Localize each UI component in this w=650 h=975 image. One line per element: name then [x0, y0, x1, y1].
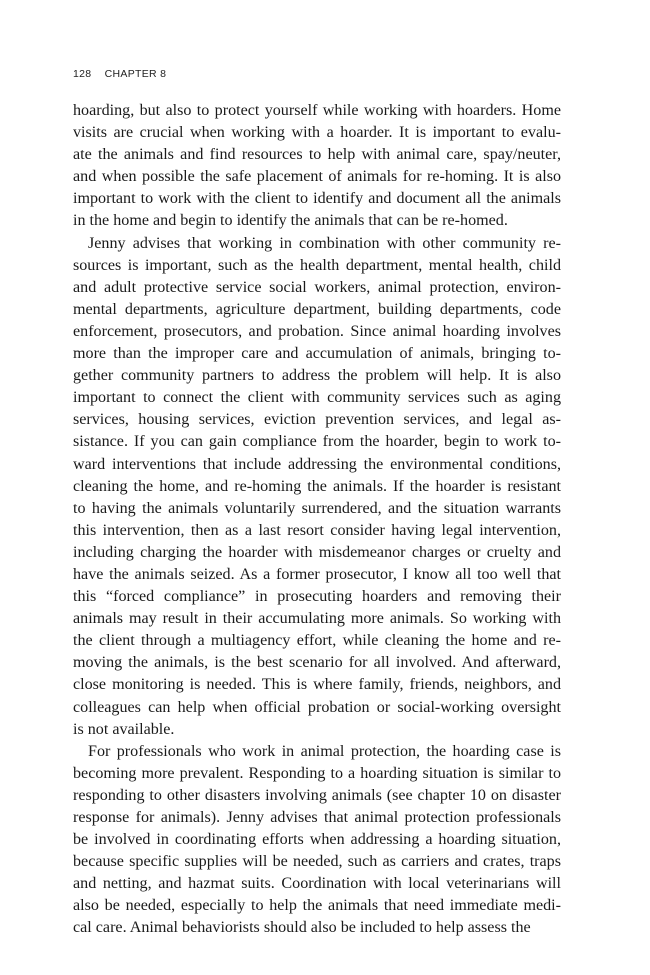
text-line: hoarding, but also to protect yourself while working with hoarders. Home: [73, 102, 561, 119]
text-line: close monitoring is needed. This is where family, friends, neighbors, and: [73, 676, 561, 694]
text-line: gether community partners to address the problem will help. It is also: [73, 367, 561, 385]
text-line: services, housing services, eviction prevention services, and legal as-: [73, 411, 561, 429]
text-line: also be needed, especially to help the animals that need immediate medi-: [73, 897, 561, 915]
text-line: Jenny advises that working in combination with other community re-: [88, 234, 561, 252]
text-line: response for animals). Jenny advises that animal protection professionals: [73, 809, 561, 826]
paragraph: [73, 233, 561, 741]
text-line: becoming more prevalent. Responding to a hoarding situation is similar to: [73, 764, 561, 782]
text-line: in the home and begin to identify the animals that can be re-homed.: [73, 212, 508, 230]
text-line: and when possible the safe placement of animals for re-homing. It is also: [73, 168, 561, 186]
text-line: this intervention, then as a last resort consider having legal intervention,: [73, 521, 561, 539]
paragraph: [73, 741, 561, 940]
text-line: is not available.: [73, 720, 175, 738]
text-line: have the animals seized. As a former prosecutor, I know all too well that: [73, 565, 561, 583]
body-text: [73, 100, 561, 940]
text-line: visits are crucial when working with a hoarder. It is important to evalu-: [73, 124, 561, 142]
page-number: 128: [73, 68, 92, 80]
text-line: moving the animals, is the best scenario for all involved. And afterward,: [73, 654, 561, 672]
text-line: animals may result in their accumulating more animals. So working with: [73, 610, 561, 628]
text-line: colleagues can help when official probation or social-working oversight: [73, 698, 561, 716]
text-line: cal care. Animal behaviorists should also be included to help assess the: [73, 919, 531, 937]
text-line: including charging the hoarder with misdemeanor charges or cruelty and: [73, 543, 561, 561]
text-line: because specific supplies will be needed, such as carriers and crates, traps: [73, 853, 561, 871]
text-line: and netting, and hazmat suits. Coordination with local veterinarians will: [73, 875, 561, 893]
text-line: mental departments, agriculture department, building departments, code: [73, 300, 561, 318]
text-line: important to connect the client with community services such as aging: [73, 389, 561, 407]
running-head: [73, 68, 166, 80]
text-line: this “forced compliance” in prosecuting hoarders and removing their: [73, 588, 561, 606]
text-line: cleaning the home, and re-homing the animals. If the hoarder is resistant: [73, 477, 561, 495]
text-line: enforcement, prosecutors, and probation. Since animal hoarding involves: [73, 322, 561, 340]
text-line: responding to other disasters involving animals (see chapter 10 on disaster: [73, 786, 561, 804]
text-line: ward interventions that include addressing the environmental conditions,: [73, 455, 561, 473]
text-line: ate the animals and find resources to help with animal care, spay/neuter,: [73, 146, 561, 164]
chapter-label: CHAPTER 8: [104, 68, 167, 80]
text-line: important to work with the client to identify and document all the animals: [73, 190, 561, 208]
text-line: sources is important, such as the health department, mental health, child: [73, 256, 561, 274]
text-line: be involved in coordinating efforts when addressing a hoarding situation,: [73, 831, 561, 849]
paragraph: [73, 100, 561, 233]
text-line: sistance. If you can gain compliance from the hoarder, begin to work to-: [73, 433, 561, 451]
text-line: and adult protective service social workers, animal protection, environ-: [73, 278, 561, 296]
text-line: to having the animals voluntarily surrendered, and the situation warrants: [73, 499, 561, 517]
text-line: For professionals who work in animal protection, the hoarding case is: [88, 742, 561, 760]
text-line: the client through a multiagency effort, while cleaning the home and re-: [73, 632, 561, 650]
text-line: more than the improper care and accumulation of animals, bringing to-: [73, 345, 561, 363]
